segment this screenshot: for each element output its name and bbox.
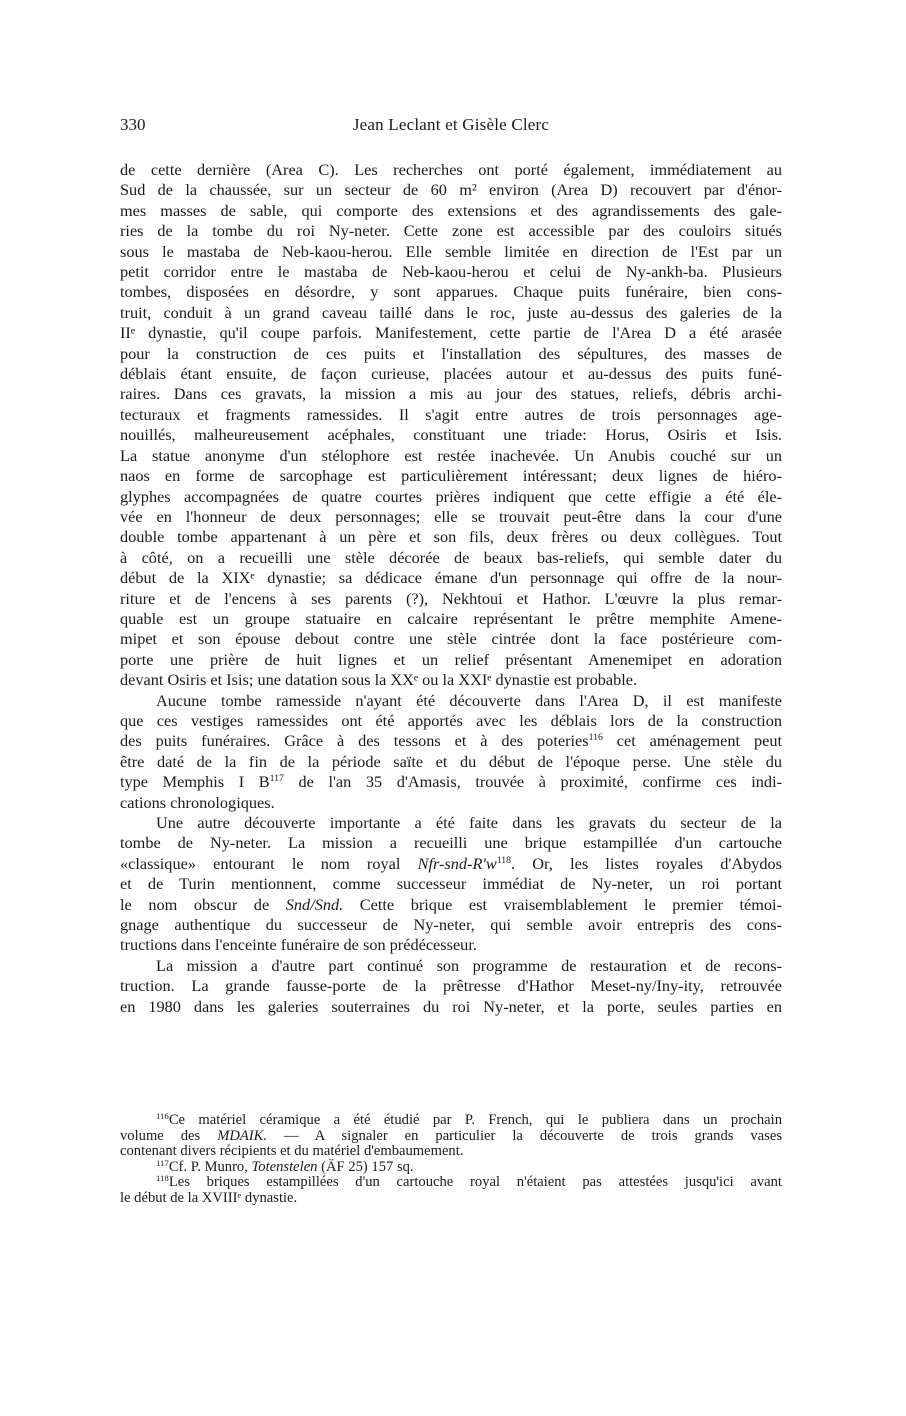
footnote-116 <box>120 1110 782 1129</box>
text-line: gnage authentique du successeur de Ny-neter, qui semble avoir entrepris des cons- <box>120 915 782 935</box>
text-line <box>120 895 782 915</box>
footnote-text: contenant divers récipients et du matériel d'embaumement. <box>120 1143 464 1160</box>
footnote-text: (ÄF 25) 157 sq. <box>317 1158 414 1175</box>
footnote-118 <box>120 1175 782 1191</box>
text-segment: type Memphis I B <box>120 772 270 792</box>
text-line: naos en forme de sarcophage est particulièrement intéressant; deux lignes de hiéro- <box>120 466 782 486</box>
footnote-number: 117 <box>156 1157 169 1168</box>
text-segment: «classique» entourant le nom royal <box>120 853 401 873</box>
text-line: être daté de la fin de la période saïte et du début de l'époque perse. Une stèle du <box>120 751 782 771</box>
footnote-text: volume des <box>120 1127 218 1144</box>
text-line: IIᵉ dynastie, qu'il coupe parfois. Manifestement, cette partie de l'Area D a été arasée <box>120 323 782 343</box>
footnote-text: Les briques estampillées d'un cartouche royal n'étaient pas attestées jusqu'ici avant <box>168 1174 782 1191</box>
footnote-number: 118 <box>156 1173 169 1184</box>
footnote-text: le début de la XVIIIᵉ dynastie. <box>120 1189 298 1206</box>
text-line: raires. Dans ces gravats, la mission a mis au jour des statues, reliefs, débris archi- <box>120 384 782 404</box>
text-line: La mission a d'autre part continué son programme de restauration et de recons- <box>156 955 782 975</box>
text-line: truction. La grande fausse-porte de la prêtresse d'Hathor Meset-ny/Iny-ity, retrouvée <box>120 976 782 996</box>
text-line <box>120 854 782 874</box>
text-line: glyphes accompagnées de quatre courtes prières indiquent que cette effigie a été éle- <box>120 486 782 506</box>
text-line: double tombe appartenant à un père et son fils, deux frères ou deux collègues. Tout <box>120 527 782 547</box>
footnote-ref-118[interactable]: 118 <box>496 854 512 866</box>
footnote-line <box>120 1129 782 1145</box>
text-line: porte une prière de huit lignes et un relief présentant Amenemipet en adoration <box>120 649 782 669</box>
text-line: pour la construction de ces puits et l'installation des sépultures, des masses de <box>120 343 782 363</box>
page-header <box>120 115 782 139</box>
text-line: tecturaux et fragments ramessides. Il s'agit entre autres de trois personnages age- <box>120 404 782 424</box>
footnote-text: — A signaler en particulier la découverte de trois grands vases <box>267 1127 783 1144</box>
text-segment: Cette brique est vraisemblablement le premier témoi- <box>343 894 782 914</box>
text-line: sous le mastaba de Neb-kaou-herou. Elle semble limitée en direction de l'Est par un <box>120 241 782 261</box>
text-line: début de la XIXᵉ dynastie; sa dédicace émane d'un personnage qui offre de la nour- <box>120 568 782 588</box>
footnote-ref-117[interactable]: 117 <box>269 773 284 785</box>
running-head: Jean Leclant et Gisèle Clerc <box>352 115 550 134</box>
page-number: 330 <box>120 115 146 134</box>
text-line: Une autre découverte importante a été faite dans les gravats du secteur de la <box>156 813 782 832</box>
text-line <box>120 731 782 751</box>
text-segment: . Or, les listes royales d'Abydos <box>511 853 782 873</box>
text-line: et de Turin mentionnent, comme successeur immédiat de Ny-neter, un roi portant <box>120 874 782 894</box>
text-segment: cet aménagement peut <box>602 731 782 751</box>
footnote-number: 116 <box>156 1110 169 1121</box>
text-line: en 1980 dans les galeries souterraines du roi Ny-neter, et la porte, seules parties en <box>120 996 782 1016</box>
footnote-ref-116[interactable]: 116 <box>588 732 603 744</box>
text-segment: des puits funéraires. Grâce à des tessons et à des poteries <box>120 731 589 751</box>
text-line: tombe de Ny-neter. La mission a recueilli une brique estampillée d'un cartouche <box>120 833 782 853</box>
text-line: nouillés, malheureusement acéphales, constituant une triade: Horus, Osiris et Isis. <box>120 425 782 445</box>
text-line: que ces vestiges ramessides ont été apportés avec les déblais lors de la construction <box>120 710 782 730</box>
text-line <box>120 772 782 792</box>
journal-abbrev-italic: MDAIK. <box>217 1127 268 1144</box>
text-line: cations chronologiques. <box>120 792 275 812</box>
footnote-line <box>120 1144 782 1160</box>
text-line: riture et de l'encens à ses parents (?), Nekhtoui et Hathor. L'œuvre la plus remar- <box>120 588 782 608</box>
text-line: de cette dernière (Area C). Les recherches ont porté également, immédiatement au <box>120 160 782 179</box>
footnote-text: Cf. P. Munro, <box>168 1158 252 1175</box>
text-line: tombes, disposées en désordre, y sont apparues. Chaque puits funéraire, bien cons- <box>120 282 782 302</box>
text-line: ries de la tombe du roi Ny-neter. Cette zone est accessible par des couloirs situés <box>120 221 782 241</box>
footnotes <box>120 1110 783 1207</box>
text-line: à côté, on a recueilli une stèle décorée de beaux bas-reliefs, qui semble dater du <box>120 547 782 567</box>
body-text <box>120 160 782 1017</box>
text-line: La statue anonyme d'un stélophore est restée inachevée. Un Anubis couché sur un <box>120 445 782 465</box>
footnote-text: Ce matériel céramique a été étudié par P. French, qui le publiera dans un prochain <box>168 1112 782 1128</box>
text-line: mipet et son épouse debout contre une stèle cintrée dont la face postérieure com- <box>120 629 782 649</box>
text-line: devant Osiris et Isis; une datation sous la XXᵉ ou la XXIᵉ dynastie est probable. <box>120 670 638 690</box>
book-title-italic: Totenstelen <box>251 1158 318 1175</box>
text-line: quable est un groupe statuaire en calcaire représentant le prêtre memphite Amene- <box>120 608 782 628</box>
text-line: Aucune tombe ramesside n'ayant été découverte dans l'Area D, il est manifeste <box>156 690 782 710</box>
text-segment: le nom obscur de <box>120 894 270 914</box>
text-segment: de l'an 35 d'Amasis, trouvée à proximité, confirme ces indi- <box>283 772 783 792</box>
text-line: mes masses de sable, qui comporte des extensions et des agrandissements des gale- <box>120 200 782 220</box>
text-line: déblais étant ensuite, de façon curieuse, placées autour et au-dessus des puits funé- <box>120 364 782 384</box>
royal-name-italic: Nfr-snd-R'w <box>417 853 497 873</box>
text-line: petit corridor entre le mastaba de Neb-kaou-herou et celui de Ny-ankh-ba. Plusieurs <box>120 262 782 282</box>
footnote-line <box>120 1191 782 1207</box>
text-line: Sud de la chaussée, sur un secteur de 60 m² environ (Area D) recouvert par d'énor- <box>120 180 782 200</box>
snd-name-italic: Snd/Snd. <box>285 894 344 914</box>
text-line: vée en l'honneur de deux personnages; elle se trouvait peut-être dans la cour d'une <box>120 506 782 526</box>
text-line: tructions dans l'enceinte funéraire de son prédécesseur. <box>120 935 477 955</box>
text-line: truit, conduit à un grand caveau taillé dans le roc, juste au-dessus des galeries de la <box>120 302 782 322</box>
